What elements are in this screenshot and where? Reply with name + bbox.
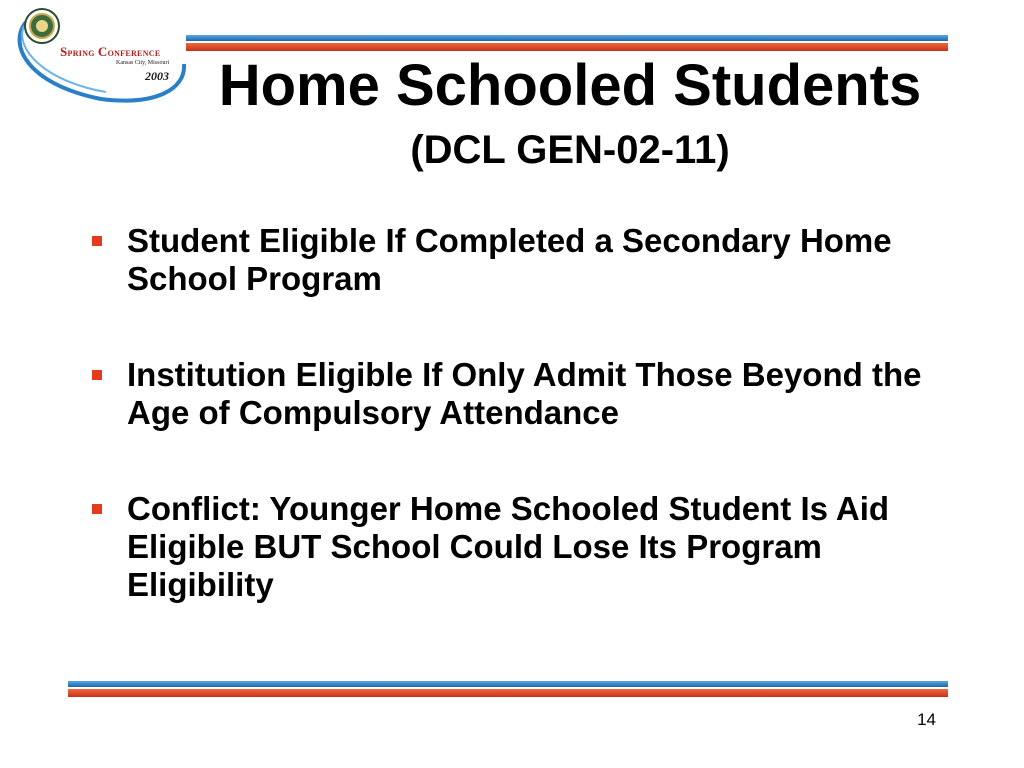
conference-logo [6, 4, 188, 104]
square-bullet-icon [92, 370, 102, 380]
bullet-item [90, 222, 940, 298]
bottom-divider-stripe [68, 681, 948, 698]
logo-year: 2003 [145, 69, 169, 83]
page-number: 14 [917, 710, 936, 729]
bullet-text: Conflict: Younger Home Schooled Student Is Aid Eligible BUT School Could Lose Its Program Eligibility [127, 490, 890, 603]
square-bullet-icon [92, 236, 102, 246]
square-bullet-icon [92, 504, 102, 514]
slide-subtitle: (DCL GEN-02-11) [410, 128, 730, 172]
top-divider-stripe [186, 35, 948, 52]
bullet-text: Institution Eligible If Only Admit Those Beyond the Age of Compulsory Attendance [127, 356, 922, 431]
slide-title: Home Schooled Students [218, 53, 922, 118]
bullet-list [90, 222, 940, 662]
logo-title: Spring Conference [60, 44, 161, 59]
logo-city: Kansas City, Missouri [116, 60, 170, 66]
bullet-text: Student Eligible If Completed a Secondary Home School Program [127, 222, 892, 297]
bullet-item [90, 356, 940, 432]
bullet-item [90, 490, 940, 604]
